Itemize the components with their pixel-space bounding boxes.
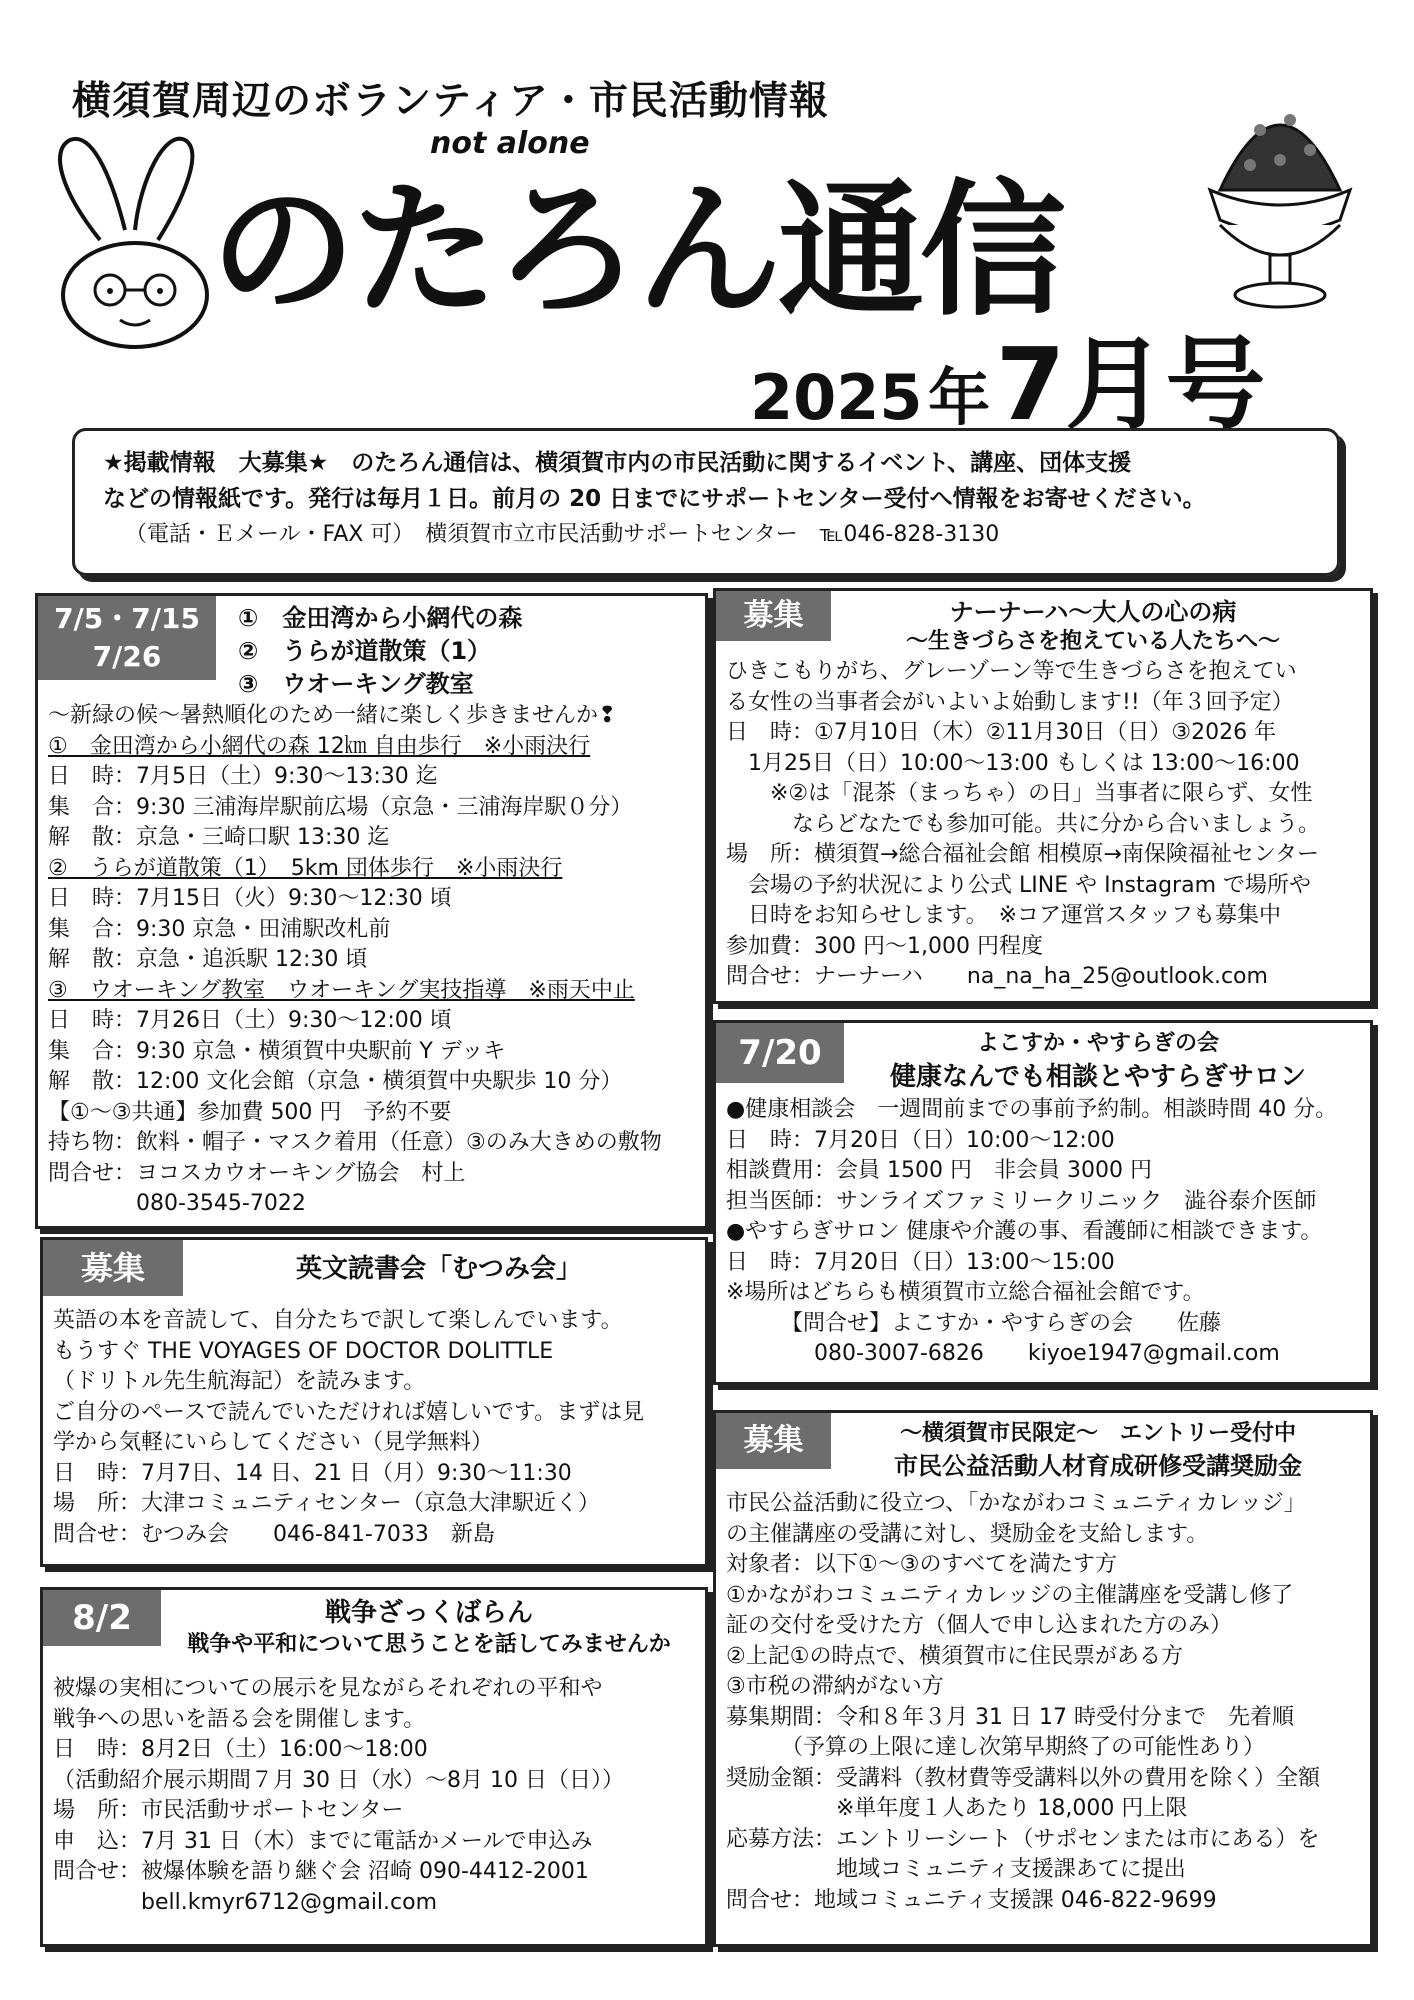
- war-line: 戦争への思いを語る会を開催します。: [53, 1706, 426, 1732]
- grant-line: ※単年度１人あたり 18,000 円上限: [726, 1796, 1188, 1821]
- yasuragi-contact: 【問合せ】よこすか・やすらぎの会 佐藤: [726, 1310, 1222, 1336]
- walk-detail: 日 時：7月15日（火）9:30～12:30 頃: [48, 886, 452, 911]
- walk-event-3: ③ ウオーキング教室: [238, 670, 474, 698]
- war-contact-email: bell.kmyr6712@gmail.com: [53, 1889, 438, 1915]
- grant-line: 地域コミュニティ支援課あてに提出: [726, 1857, 1186, 1882]
- walk-date-tag: [38, 596, 216, 680]
- walk-detail: 解 散：京急・追浜駅 12:30 頃: [48, 947, 368, 972]
- yasuragi-title: 健康なんでも相談とやすらぎサロン: [889, 1062, 1306, 1092]
- mutsumi-contact: 問合せ：むつみ会 046-841-7033 新島: [53, 1521, 495, 1547]
- yasuragi-date-tag: 7/20: [716, 1023, 844, 1083]
- war-line: 日 時：8月2日（土）16:00～18:00: [53, 1737, 428, 1762]
- mutsumi-line: 学から気軽にいらしてください（見学無料）: [53, 1430, 494, 1455]
- grant-line: ②上記①の時点で、横須賀市に住民票がある方: [726, 1643, 1184, 1669]
- nanaha-line: 日 時：①7月10日（木）②11月30日（日）③2026 年: [726, 720, 1277, 745]
- nanaha-line: 1月25日（日）10:00～13:00 もしくは 13:00～16:00: [726, 750, 1300, 776]
- grant-line: ①かながわコミュニティカレッジの主催講座を受講し修了: [726, 1582, 1294, 1608]
- walk-detail: 解 散：12:00 文化会館（京急・横須賀中央駅歩 10 分）: [48, 1069, 623, 1094]
- grant-box: [713, 1410, 1373, 1947]
- grant-line: の主催講座の受講に対し、奨励金を支給します。: [726, 1521, 1209, 1547]
- grant-line: 対象者：以下①～③のすべてを満たす方: [726, 1552, 1118, 1577]
- grant-header: ～横須賀市民限定～ エントリー受付中: [899, 1421, 1296, 1446]
- mutsumi-box: [40, 1237, 708, 1567]
- issue-year: 2025: [750, 361, 923, 434]
- walk-detail: 解 散：京急・三崎口駅 13:30 迄: [48, 825, 390, 850]
- issue-date: [750, 326, 1266, 443]
- nanaha-contact: 問合せ：ナーナーハ na_na_ha_25@outlook.com: [726, 964, 1268, 989]
- walk-detail: 集 合：9:30 三浦海岸駅前広場（京急・三浦海岸駅０分）: [48, 794, 633, 820]
- notice-line-3: （電話・Ｅメール・FAX 可） 横須賀市立市民活動サポートセンター ℡046-828-3130: [125, 522, 1000, 547]
- nanaha-line: ひきこもりがち、グレーゾーン等で生きづらさを抱えてい: [726, 659, 1297, 684]
- rabbit-mascot-icon: [40, 130, 230, 350]
- notice-line-1: ★掲載情報 大募集★ のたろん通信は、横須賀市内の市民活動に関するイベント、講座、団体支援: [103, 450, 1132, 476]
- nanaha-line: る女性の当事者会がいよいよ始動します!!（年３回予定）: [726, 689, 1294, 715]
- notice-box: [72, 428, 1340, 576]
- yasuragi-contact-details: 080-3007-6826 kiyoe1947@gmail.com: [726, 1341, 1280, 1366]
- walk-event-heading: ③ ウオーキング教室 ウオーキング実技指導 ※雨天中止: [48, 977, 635, 1003]
- nanaha-line: 日時をお知らせします。 ※コア運営スタッフも募集中: [726, 903, 1282, 928]
- walk-detail: 日 時：7月5日（土）9:30～13:30 迄: [48, 764, 438, 789]
- recruit-tag: 募集: [716, 591, 831, 641]
- yasuragi-line: 担当医師：サンライズファミリークリニック 澁谷泰介医師: [726, 1188, 1317, 1214]
- mutsumi-line: 日 時：7月7日、14 日、21 日（月）9:30～11:30: [53, 1460, 572, 1486]
- walk-detail: 集 合：9:30 京急・田浦駅改札前: [48, 916, 391, 942]
- grant-line: 市民公益活動に役立つ、「かながわコミュニティカレッジ」: [726, 1491, 1306, 1516]
- war-title: 戦争ざっくばらん: [324, 1598, 533, 1628]
- nanaha-subtitle: ～生きづらさを抱えている人たちへ～: [905, 629, 1280, 654]
- war-line: 場 所：市民活動サポートセンター: [53, 1798, 404, 1823]
- nanaha-title: ナーナーハ～大人の心の病: [949, 598, 1237, 626]
- grant-line: 証の交付を受けた方（個人で申し込まれた方のみ）: [726, 1613, 1233, 1638]
- yasuragi-org: よこすか・やすらぎの会: [976, 1031, 1219, 1056]
- walking-events-box: [35, 593, 708, 1229]
- grant-line: 募集期間：令和８年３月 31 日 17 時受付分まで 先着順: [726, 1704, 1294, 1730]
- walk-contact: 問合せ：ヨコスカウオーキング協会 村上: [48, 1160, 466, 1186]
- grant-line: 応募方法：エントリーシート（サポセンまたは市にある）を: [726, 1826, 1320, 1852]
- yasuragi-line: 日 時：7月20日（日）13:00～15:00: [726, 1249, 1115, 1275]
- walk-contact-phone: 080-3545-7022: [48, 1191, 306, 1216]
- nanaha-line: 参加費：300 円～1,000 円程度: [726, 933, 1043, 959]
- yasuragi-line: ●やすらぎサロン 健康や介護の事、看護師に相談できます。: [726, 1219, 1323, 1244]
- tagline: not alone: [430, 126, 590, 161]
- walk-event-1: ① 金田湾から小網代の森: [238, 604, 523, 632]
- mutsumi-line: もうすぐ THE VOYAGES OF DOCTOR DOLITTLE: [53, 1338, 554, 1364]
- war-line: 申 込：7月 31 日（木）までに電話かメールで申込み: [53, 1828, 593, 1854]
- shaved-ice-icon: [1180, 70, 1380, 320]
- newsletter-title: のたろん通信: [210, 166, 1062, 336]
- nanaha-line: ならどなたでも参加可能。共に分から合いましょう。: [726, 811, 1321, 837]
- grant-title: 市民公益活動人材育成研修受講奨励金: [894, 1452, 1302, 1480]
- mutsumi-title: 英文読書会「むつみ会」: [295, 1254, 582, 1284]
- walk-intro: ～新緑の候～暑熱順化のため一緒に楽しく歩きませんか❢: [48, 703, 617, 728]
- nanaha-box: [713, 588, 1373, 1004]
- walk-detail: 【①～③共通】参加費 500 円 予約不要: [48, 1099, 452, 1125]
- walk-detail: 集 合：9:30 京急・横須賀中央駅前 Y デッキ: [48, 1038, 506, 1064]
- notice-line-2: などの情報紙です。発行は毎月１日。前月の 20 日までにサポートセンター受付へ情報をお寄せください。: [103, 486, 1206, 512]
- war-line: （活動紹介展示期間７月 30 日（水）～8月 10 日（日））: [53, 1767, 624, 1793]
- yasuragi-line: ※場所はどちらも横須賀市立総合福祉会館です。: [726, 1280, 1205, 1305]
- newsletter-subtitle: 横須賀周辺のボランティア・市民活動情報: [72, 79, 829, 124]
- issue-month: 7月号: [995, 326, 1266, 443]
- issue-year-unit: 年: [928, 361, 991, 434]
- nanaha-line: 会場の予約状況により公式 LINE や Instagram で場所や: [726, 872, 1311, 898]
- war-line: 被爆の実相についての展示を見ながらそれぞれの平和や: [53, 1676, 603, 1701]
- grant-contact: 問合せ：地域コミュニティ支援課 046-822-9699: [726, 1887, 1217, 1913]
- recruit-tag: 募集: [43, 1240, 183, 1296]
- walk-event-heading: ② うらが道散策（1） 5km 団体歩行 ※小雨決行: [48, 855, 563, 881]
- grant-line: 奨励金額：受講料（教材費等受講料以外の費用を除く）全額: [726, 1765, 1321, 1791]
- walk-event-heading: ① 金田湾から小網代の森 12㎞ 自由歩行 ※小雨決行: [48, 733, 591, 759]
- walk-detail: 持ち物：飲料・帽子・マスク着用（任意）③のみ大きめの敷物: [48, 1130, 662, 1155]
- nanaha-line: ※②は「混茶（まっちゃ）の日」当事者に限らず、女性: [726, 781, 1313, 806]
- yasuragi-line: ●健康相談会 一週間前までの事前予約制。相談時間 40 分。: [726, 1097, 1338, 1122]
- walk-event-2: ② うらが道散策（1）: [238, 637, 492, 665]
- mutsumi-line: 英語の本を音読して、自分たちで訳して楽しんでいます。: [53, 1308, 623, 1333]
- war-date-tag: 8/2: [43, 1590, 161, 1646]
- walk-date-line-2: 7/26: [92, 640, 162, 673]
- yasuragi-line: 日 時：7月20日（日）10:00～12:00: [726, 1127, 1115, 1153]
- war-contact: 問合せ：被爆体験を語り継ぐ会 沼崎 090-4412-2001: [53, 1859, 589, 1884]
- walk-detail: 日 時：7月26日（土）9:30～12:00 頃: [48, 1008, 452, 1033]
- mutsumi-line: （ドリトル先生航海記）を読みます。: [53, 1369, 426, 1394]
- grant-line: （予算の上限に達し次第早期終了の可能性あり）: [726, 1735, 1266, 1760]
- war-talk-box: [40, 1587, 708, 1947]
- nanaha-line: 場 所：横須賀→総合福祉会館 相模原→南保険福祉センター: [726, 842, 1319, 867]
- walk-date-line-1: 7/5・7/15: [54, 602, 200, 635]
- war-subtitle: 戦争や平和について思うことを話してみませんか: [187, 1632, 671, 1657]
- grant-line: ③市税の滞納がない方: [726, 1674, 944, 1699]
- mutsumi-line: ご自分のペースで読んでいただければ嬉しいです。まずは見: [53, 1399, 645, 1425]
- mutsumi-line: 場 所：大津コミュニティセンター（京急大津駅近く）: [53, 1491, 600, 1516]
- yasuragi-box: [713, 1020, 1373, 1385]
- yasuragi-line: 相談費用：会員 1500 円 非会員 3000 円: [726, 1158, 1152, 1183]
- recruit-tag: 募集: [716, 1413, 831, 1469]
